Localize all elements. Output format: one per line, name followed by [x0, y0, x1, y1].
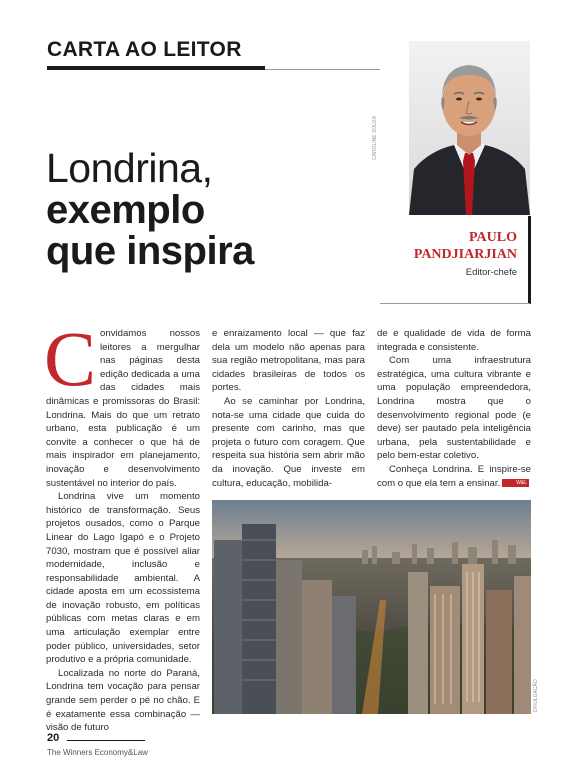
portrait-photo-credit: CAROLINE SOUZA: [372, 115, 378, 160]
article-column-3: [377, 327, 531, 490]
editor-name: [380, 230, 517, 264]
city-photo-credit: DIVULGAÇÃO: [533, 679, 539, 712]
article-paragraph: Com uma infraestrutura estratégica, uma cultura vibrante e uma população empreendedora, Londrina mostra que o desenvolvimento regional pode (e deve) ser pautado pela inteligência urbana, pela sustentabilidade e pelo bem-estar coletivo.: [377, 355, 531, 462]
headline: [46, 145, 376, 273]
section-title: CARTA AO LEITOR: [47, 38, 242, 61]
article-column-2: [212, 327, 365, 490]
end-of-article-mark: W&L: [502, 479, 529, 487]
editor-underline: [380, 303, 530, 304]
editor-portrait: [409, 41, 530, 215]
article-paragraph-text: onvidamos nossos leitores a mergulhar nas páginas desta edição dedicada a uma das cidades mais dinâmicas e promissoras do Brasil: Londrina. Mais do que um retrato urbano, esta publicação é um convite a conhecer o que há de mais inspirador em planejamento, inovação e desenvolvimento sustentável no interior do país.: [46, 328, 200, 489]
article-paragraph: de e qualidade de vida de forma integrada e consistente.: [377, 328, 531, 353]
magazine-name: The Winners Economy&Law: [47, 748, 148, 757]
editor-role: Editor-chefe: [465, 267, 517, 278]
headline-line-2: exemplo: [46, 188, 205, 232]
article-paragraph: [44, 315, 200, 490]
article-column-1: [44, 315, 200, 735]
article-paragraph: e enraizamento local — que faz dela um modelo não apenas para sua região metropolitana, mas para cidades brasileiras de todos os portes.: [212, 328, 365, 394]
page-number: 20: [47, 732, 60, 744]
headline-line-1: Londrina,: [46, 145, 213, 191]
article-paragraph: Localizada no norte do Paraná, Londrina tem vocação para pensar grande sem perder o pé no chão. E é exatamente essa combinação — visão de futuro: [46, 667, 200, 734]
editor-accent-bar: [528, 216, 531, 304]
city-skyline-photo: [212, 500, 531, 714]
article-paragraph: Londrina vive um momento histórico de transformação. Seus projetos ousados, como o Parque Linear do Lago Igapó e o Projeto 7030, mostram que é possível aliar modernidade, inclusão e responsabilidade ambiental. A cidade aposta em um ecossistema de inovação robusto, em políticas públicas com metas claras e em uma articulação exemplar entre poder público, universidades, setor produtivo e a própria comunidade.: [46, 491, 200, 666]
drop-cap: C: [44, 315, 97, 402]
article-paragraph: Ao se caminhar por Londrina, nota-se uma cidade que cuida do presente com carinho, mas que projeta o futuro com coragem. Que respeita sua história sem abrir mão da inovação. Que investe em cultura, educação, mobilida-: [212, 395, 365, 489]
section-title-rule: [47, 66, 265, 70]
headline-line-3: que inspira: [46, 229, 254, 273]
article-paragraph-text: Conheça Londrina. E inspire-se com o que ela tem a ensinar.: [377, 463, 531, 489]
footer-rule: [67, 740, 145, 741]
article-paragraph: [377, 463, 531, 490]
editor-name-first: PAULO: [469, 230, 517, 245]
section-thin-rule: [265, 69, 380, 70]
editor-name-last: PANDJIARJIAN: [413, 246, 517, 262]
